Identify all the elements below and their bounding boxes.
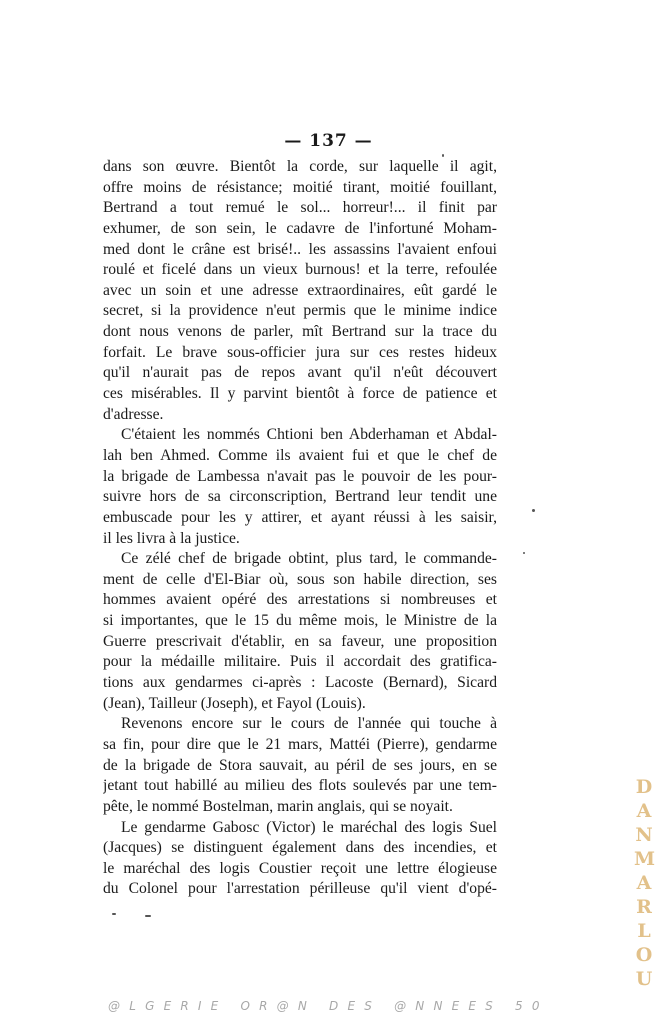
ink-speck bbox=[532, 509, 535, 512]
text-line: forfait. Le brave sous-officier jura sur ces restes hideux bbox=[103, 343, 497, 361]
text-line: suivre hors de sa circonscription, Bertrand leur tendit une bbox=[103, 488, 497, 506]
text-line: Le gendarme Gabosc (Victor) le maréchal des logis Suel bbox=[121, 818, 497, 836]
text-line: dont nous venons de parler, mît Bertrand sur la trace du bbox=[103, 323, 497, 341]
text-line: pour la médaille militaire. Puis il accordait des gratifica- bbox=[103, 653, 497, 671]
text-line: la brigade de Lambessa n'avait pas le pouvoir de les pour- bbox=[103, 467, 497, 485]
text-line: ces misérables. Il y parvint bientôt à force de patience et bbox=[103, 385, 497, 403]
ink-speck bbox=[442, 154, 444, 157]
text-line: sa fin, pour dire que le 21 mars, Mattéi (Pierre), gendarme bbox=[103, 735, 497, 753]
text-line: Ce zélé chef de brigade obtint, plus tard, le commande- bbox=[121, 550, 497, 568]
text-line: embuscade pour les y attirer, et ayant réussi à les saisir, bbox=[103, 508, 497, 526]
text-line: dans son œuvre. Bientôt la corde, sur laquelle il agit, bbox=[103, 158, 497, 175]
watermark-vertical: DANMARLOU bbox=[634, 776, 656, 990]
body-text bbox=[103, 157, 497, 900]
ink-speck bbox=[523, 552, 525, 554]
text-line: si importantes, que le 15 du même mois, le Ministre de la bbox=[103, 612, 497, 630]
text-line: pête, le nommé Bostelman, marin anglais, qui se noyait. bbox=[103, 797, 453, 815]
text-line: C'étaient les nommés Chtioni ben Abderhaman et Abdal- bbox=[121, 426, 497, 444]
text-line: ment de celle d'El-Biar où, sous son habile direction, ses bbox=[103, 570, 497, 588]
text-line: offre moins de résistance; moitié tirant, moitié fouillant, bbox=[103, 178, 497, 196]
text-line: qu'il n'aurait pas de repos avant qu'il n'eût découvert bbox=[103, 364, 497, 382]
text-line: de la brigade de Stora sauvait, au péril de ses jours, en se bbox=[103, 756, 497, 774]
text-line: du Colonel pour l'arrestation périlleuse qu'il vient d'opé- bbox=[103, 880, 497, 898]
text-line: tions aux gendarmes ci-après : Lacoste (Bernard), Sicard bbox=[103, 674, 497, 692]
text-line: med dont le crâne est brisé!.. les assassins l'avaient enfoui bbox=[103, 240, 497, 258]
text-line: le maréchal des logis Coustier reçoit une lettre élogieuse bbox=[103, 859, 497, 877]
text-line: secret, si la providence n'eut permis que le minime indice bbox=[103, 302, 497, 320]
text-line: (Jacques) se distinguent également dans des incendies, et bbox=[103, 839, 497, 857]
text-line: (Jean), Tailleur (Joseph), et Fayol (Louis). bbox=[103, 694, 366, 712]
text-line: lah ben Ahmed. Comme ils avaient fui et que le chef de bbox=[103, 446, 497, 464]
text-line: exhumer, de son sein, le cadavre de l'infortuné Moham- bbox=[103, 219, 497, 237]
text-line: d'adresse. bbox=[103, 405, 164, 423]
text-line: avec un soin et une adresse extraordinaires, eût gardé le bbox=[103, 281, 497, 299]
text-line: Guerre prescrivait d'établir, en sa faveur, une proposition bbox=[103, 632, 497, 650]
text-line: Bertrand a tout remué le sol... horreur!... il finit par bbox=[103, 199, 497, 217]
footer-banner: @LGERIE OR@N DES @NNEES 50 bbox=[108, 999, 549, 1013]
ink-speck bbox=[112, 913, 116, 915]
text-line: roulé et ficelé dans un vieux burnous! et la terre, refoulée bbox=[103, 261, 497, 279]
text-line: Revenons encore sur le cours de l'année qui touche à bbox=[121, 715, 497, 733]
ink-speck bbox=[145, 915, 151, 917]
text-line: jetant tout habillé au milieu des flots soulevés par une tem- bbox=[103, 777, 497, 795]
text-line: il les livra à la justice. bbox=[103, 529, 240, 547]
text-line: hommes avaient opéré des arrestations si nombreuses et bbox=[103, 591, 497, 609]
page-number: — 137 — bbox=[284, 131, 373, 151]
